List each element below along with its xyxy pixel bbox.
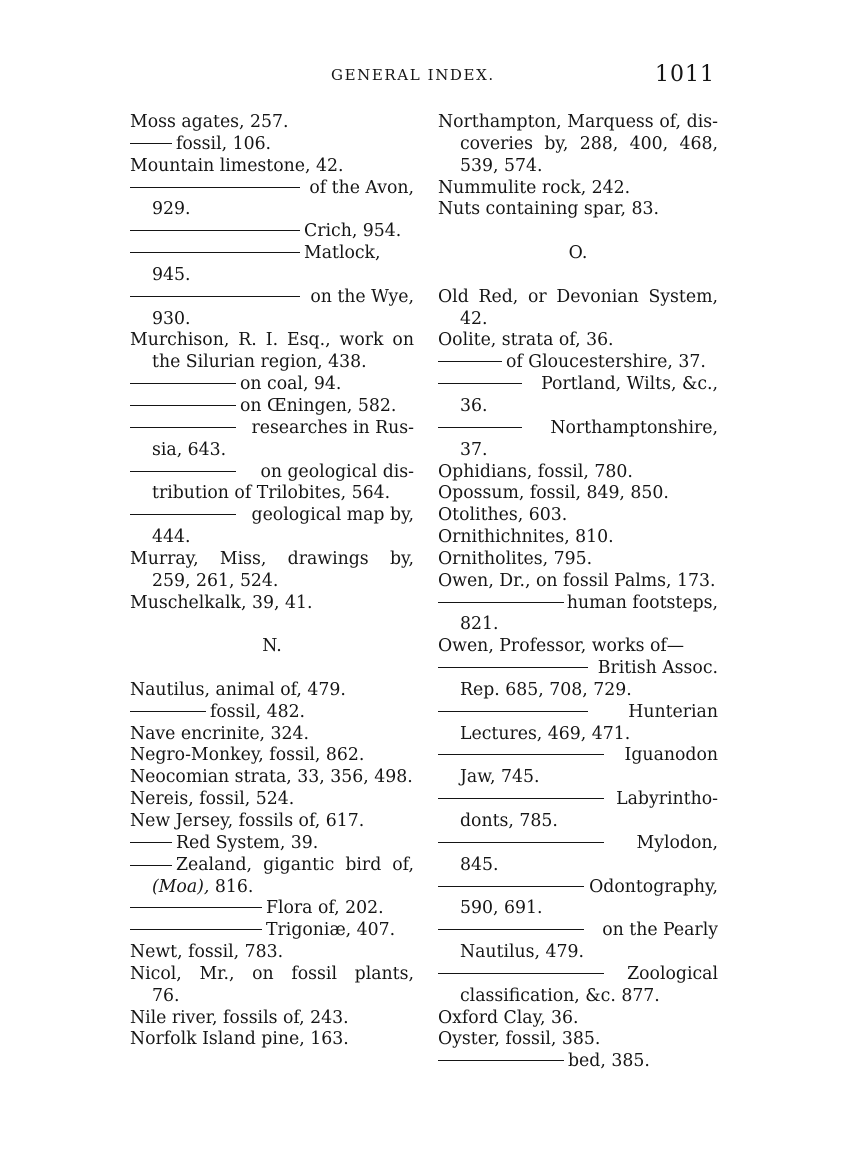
spacer bbox=[438, 265, 718, 287]
ditto-dash bbox=[438, 1060, 564, 1061]
index-continuation: the Silurian region, 438. bbox=[152, 352, 367, 373]
index-continuation: 590, 691. bbox=[460, 898, 543, 919]
index-continuation: 930. bbox=[152, 308, 191, 329]
index-subentry: Crich, 954. bbox=[130, 221, 414, 243]
index-entry: Oyster, fossil, 385. bbox=[438, 1029, 601, 1050]
index-subentry: Iguanodon bbox=[438, 745, 718, 767]
ditto-dash bbox=[438, 754, 604, 755]
index-entry: Otolithes, 603. bbox=[438, 505, 568, 526]
index-entry: Nave encrinite, 324. bbox=[130, 723, 310, 744]
index-continuation: 259, 261, 524. bbox=[152, 570, 279, 591]
ditto-dash bbox=[130, 230, 300, 231]
index-subentry: on Œningen, 582. bbox=[130, 396, 414, 418]
index-entry: Nautilus, animal of, 479. bbox=[130, 679, 346, 700]
index-subentry: Portland, Wilts, &c., bbox=[438, 374, 718, 396]
index-subentry: Trigoniæ, 407. bbox=[130, 920, 414, 942]
index-continuation: 36. bbox=[460, 395, 488, 416]
section-heading-o: O. bbox=[568, 243, 588, 264]
index-entry: Murchison, R. I. Esq., work on bbox=[130, 330, 414, 351]
ditto-dash bbox=[130, 842, 172, 843]
index-continuation: 845. bbox=[460, 854, 499, 875]
index-entry: Owen, Professor, works of— bbox=[438, 636, 685, 657]
ditto-dash bbox=[438, 667, 588, 668]
index-subentry: fossil, 106. bbox=[130, 134, 414, 156]
index-continuation: Jaw, 745. bbox=[460, 767, 540, 788]
index-continuation: Lectures, 469, 471. bbox=[460, 723, 631, 744]
ditto-dash bbox=[438, 842, 604, 843]
ditto-dash bbox=[438, 711, 588, 712]
index-subentry: Zealand, gigantic bird of, bbox=[130, 855, 414, 877]
ditto-dash bbox=[438, 798, 604, 799]
index-column-right bbox=[438, 112, 718, 1073]
index-entry: Mountain limestone, 42. bbox=[130, 155, 344, 176]
index-subentry: on the Wye, bbox=[130, 287, 414, 309]
index-subentry: Hunterian bbox=[438, 702, 718, 724]
section-heading-n: N. bbox=[262, 636, 282, 657]
ditto-dash bbox=[130, 865, 172, 866]
ditto-dash bbox=[130, 514, 236, 515]
index-subentry: Flora of, 202. bbox=[130, 898, 414, 920]
index-continuation: sia, 643. bbox=[152, 439, 227, 460]
index-subentry: geological map by, bbox=[130, 505, 414, 527]
ditto-dash bbox=[130, 405, 236, 406]
index-entry: Murray, Miss, drawings by, bbox=[130, 548, 414, 569]
ditto-dash bbox=[438, 361, 502, 362]
index-entry: Oxford Clay, 36. bbox=[438, 1007, 579, 1028]
index-entry: Negro-Monkey, fossil, 862. bbox=[130, 745, 365, 766]
ditto-dash bbox=[130, 471, 236, 472]
index-entry: Neocomian strata, 33, 356, 498. bbox=[130, 767, 413, 788]
running-head: GENERAL INDEX. bbox=[331, 66, 495, 84]
index-column-left bbox=[130, 112, 414, 1051]
index-entry: Ophidians, fossil, 780. bbox=[438, 461, 633, 482]
index-subentry: bed, 385. bbox=[438, 1051, 718, 1073]
index-continuation: 821. bbox=[460, 614, 499, 635]
ditto-dash bbox=[130, 907, 262, 908]
index-subentry: on coal, 94. bbox=[130, 374, 414, 396]
index-continuation: 929. bbox=[152, 199, 191, 220]
index-subentry: on the Pearly bbox=[438, 920, 718, 942]
index-entry: Nummulite rock, 242. bbox=[438, 177, 631, 198]
index-continuation: 444. bbox=[152, 527, 191, 548]
index-continuation: (Moa), 816. bbox=[152, 876, 254, 897]
index-continuation: 76. bbox=[152, 985, 180, 1006]
index-continuation: Nautilus, 479. bbox=[460, 942, 585, 963]
index-subentry: Northamptonshire, bbox=[438, 418, 718, 440]
index-subentry: researches in Rus- bbox=[130, 418, 414, 440]
index-entry: Owen, Dr., on fossil Palms, 173. bbox=[438, 570, 716, 591]
index-entry: Oolite, strata of, 36. bbox=[438, 330, 614, 351]
ditto-dash bbox=[130, 427, 236, 428]
ditto-dash bbox=[438, 602, 564, 603]
index-continuation: 945. bbox=[152, 264, 191, 285]
ditto-dash bbox=[438, 929, 584, 930]
page-number: 1011 bbox=[655, 62, 715, 87]
index-entry: Moss agates, 257. bbox=[130, 112, 289, 132]
ditto-dash bbox=[130, 929, 262, 930]
spacer bbox=[130, 658, 414, 680]
index-continuation: classification, &c. 877. bbox=[460, 985, 660, 1006]
ditto-dash bbox=[130, 296, 300, 297]
index-entry: Nereis, fossil, 524. bbox=[130, 789, 295, 810]
index-entry: Ornitholites, 795. bbox=[438, 548, 593, 569]
index-entry: Ornithichnites, 810. bbox=[438, 527, 614, 548]
ditto-dash bbox=[130, 383, 236, 384]
index-entry: Newt, fossil, 783. bbox=[130, 942, 284, 963]
index-entry: Opossum, fossil, 849, 850. bbox=[438, 483, 669, 504]
ditto-dash bbox=[130, 711, 206, 712]
index-subentry: Red System, 39. bbox=[130, 833, 414, 855]
index-continuation: 37. bbox=[460, 439, 488, 460]
page-header bbox=[130, 62, 715, 90]
ditto-dash bbox=[438, 886, 584, 887]
index-subentry: Labyrintho- bbox=[438, 789, 718, 811]
index-entry: Muschelkalk, 39, 41. bbox=[130, 592, 313, 613]
ditto-dash bbox=[438, 427, 522, 428]
index-continuation: 539, 574. bbox=[460, 155, 543, 176]
index-continuation: donts, 785. bbox=[460, 811, 558, 831]
index-continuation: 42. bbox=[460, 308, 488, 329]
index-entry: Nile river, fossils of, 243. bbox=[130, 1007, 349, 1028]
index-subentry: human footsteps, bbox=[438, 593, 718, 615]
ditto-dash bbox=[438, 973, 604, 974]
index-entry: New Jersey, fossils of, 617. bbox=[130, 811, 365, 831]
index-subentry: of Gloucestershire, 37. bbox=[438, 352, 718, 374]
spacer bbox=[438, 221, 718, 243]
index-subentry: of the Avon, bbox=[130, 178, 414, 200]
ditto-dash bbox=[130, 187, 300, 188]
index-subentry: British Assoc. bbox=[438, 658, 718, 680]
index-continuation: Rep. 685, 708, 729. bbox=[460, 679, 632, 700]
index-entry: Old Red, or Devonian System, bbox=[438, 286, 718, 307]
index-continuation: coveries by, 288, 400, 468, bbox=[460, 133, 718, 154]
spacer bbox=[130, 614, 414, 636]
index-entry: Nuts containing spar, 83. bbox=[438, 199, 659, 220]
index-subentry: Odontography, bbox=[438, 877, 718, 899]
index-subentry: Zoological bbox=[438, 964, 718, 986]
ditto-dash bbox=[438, 383, 522, 384]
index-entry: Norfolk Island pine, 163. bbox=[130, 1029, 349, 1050]
index-entry: Northampton, Marquess of, dis- bbox=[438, 112, 718, 132]
index-subentry: on geological dis- bbox=[130, 462, 414, 484]
index-entry: Nicol, Mr., on fossil plants, bbox=[130, 963, 414, 984]
ditto-dash bbox=[130, 252, 300, 253]
ditto-dash bbox=[130, 143, 172, 144]
index-subentry: Mylodon, bbox=[438, 833, 718, 855]
index-subentry: Matlock, bbox=[130, 243, 414, 265]
index-continuation: tribution of Trilobites, 564. bbox=[152, 483, 391, 504]
index-subentry: fossil, 482. bbox=[130, 702, 414, 724]
